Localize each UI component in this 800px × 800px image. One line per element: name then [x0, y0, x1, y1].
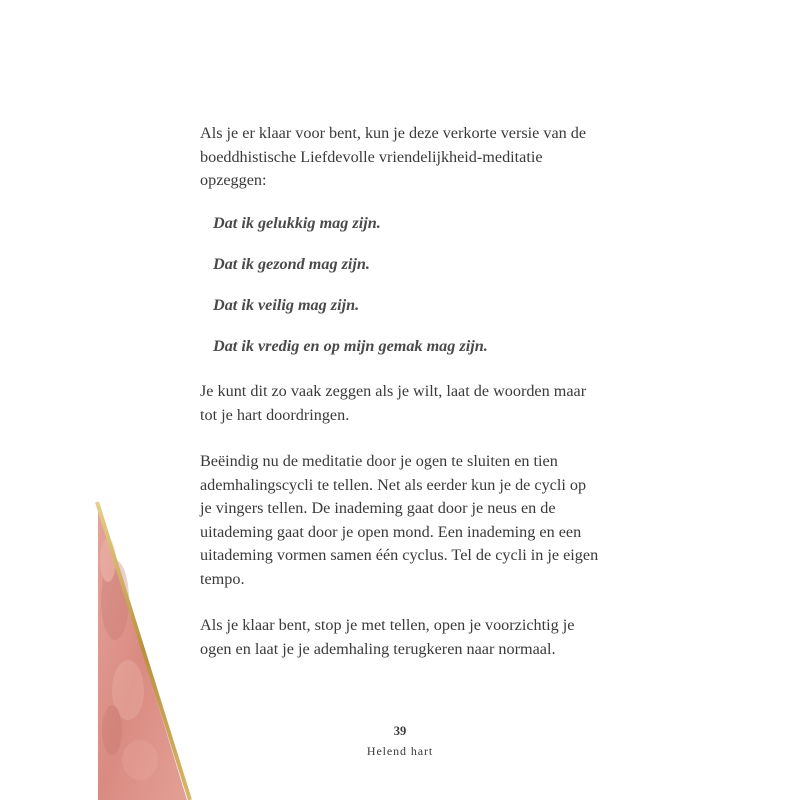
body-text — [200, 122, 600, 661]
affirmation-line: Dat ik gelukkig mag zijn. — [213, 213, 381, 232]
affirmation-line: Dat ik veilig mag zijn. — [213, 295, 360, 314]
running-footer-title: Helend hart — [366, 744, 434, 758]
watercolor-texture — [100, 538, 158, 780]
body-paragraph: Beëindig nu de meditatie door je ogen te sluiten en tien ademhalingscycli te tellen. Net als eerder kun je de cycli op je vingers tellen. De inademing gaat door je neus en de uitademing gaat door je open mond. Een inademing en een uitademing vormen samen één cyclus. Tel de cycli in je eigen tempo. — [200, 452, 599, 588]
affirmation-line: Dat ik vredig en op mijn gemak mag zijn. — [213, 336, 488, 355]
gold-edge-line — [97, 502, 190, 800]
body-paragraph: Als je klaar bent, stop je met tellen, open je voorzichtig je ogen en laat je je ademhaling terugkeren naar normaal. — [200, 616, 575, 658]
affirmation-line: Dat ik gezond mag zijn. — [213, 254, 370, 273]
body-paragraph: Je kunt dit zo vaak zeggen als je wilt, laat de woorden maar tot je hart doordringen. — [200, 382, 587, 424]
page-number: 39 — [393, 724, 407, 738]
pink-watercolor-shape — [98, 506, 187, 800]
intro-paragraph: Als je er klaar voor bent, kun je deze verkorte versie van de boeddhistische Liefdevolle vriendelijkheid-meditatie opzeggen: — [200, 124, 587, 189]
